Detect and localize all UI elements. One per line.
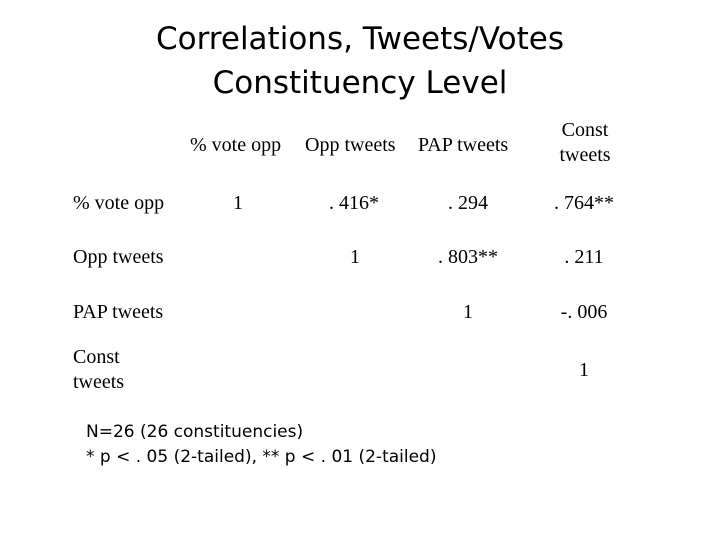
cell-r1-c1: 1 (233, 192, 243, 214)
cell-r2-c2: 1 (350, 246, 360, 268)
row-label-pap-tweets: PAP tweets (73, 301, 164, 323)
title-line-2: Constituency Level (212, 65, 508, 101)
cell-r1-c2: . 416* (329, 192, 379, 214)
cell-r3-c4: -. 006 (560, 301, 608, 323)
col-header-const-tweets (545, 118, 625, 168)
col-header-opp-tweets: Opp tweets (305, 134, 396, 156)
row-label-opp-tweets: Opp tweets (73, 246, 164, 268)
row-label-const-tweets (73, 345, 124, 395)
row-label-const-line2: tweets (73, 371, 125, 393)
cell-r1-c3: . 294 (448, 192, 488, 214)
cell-r3-c3: 1 (463, 301, 473, 323)
col-header-vote-opp: % vote opp (190, 134, 282, 156)
row-label-const-line1: Const (73, 346, 120, 368)
col-header-pap-tweets: PAP tweets (418, 134, 509, 156)
col-header-const-line2: tweets (559, 144, 611, 166)
cell-r2-c3: . 803** (438, 246, 498, 268)
cell-r4-c4: 1 (579, 359, 589, 381)
col-header-const-line1: Const (561, 119, 609, 141)
cell-r1-c4: . 764** (554, 192, 614, 214)
footnote-line1: N=26 (26 constituencies) (86, 422, 304, 442)
row-label-vote-opp: % vote opp (73, 192, 165, 214)
cell-r2-c4: . 211 (564, 246, 604, 268)
slide-title (0, 17, 720, 105)
footnote-line2: * p < . 05 (2-tailed), ** p < . 01 (2-tailed) (86, 447, 437, 467)
footnote (86, 420, 436, 470)
title-line-1: Correlations, Tweets/Votes (156, 21, 564, 57)
